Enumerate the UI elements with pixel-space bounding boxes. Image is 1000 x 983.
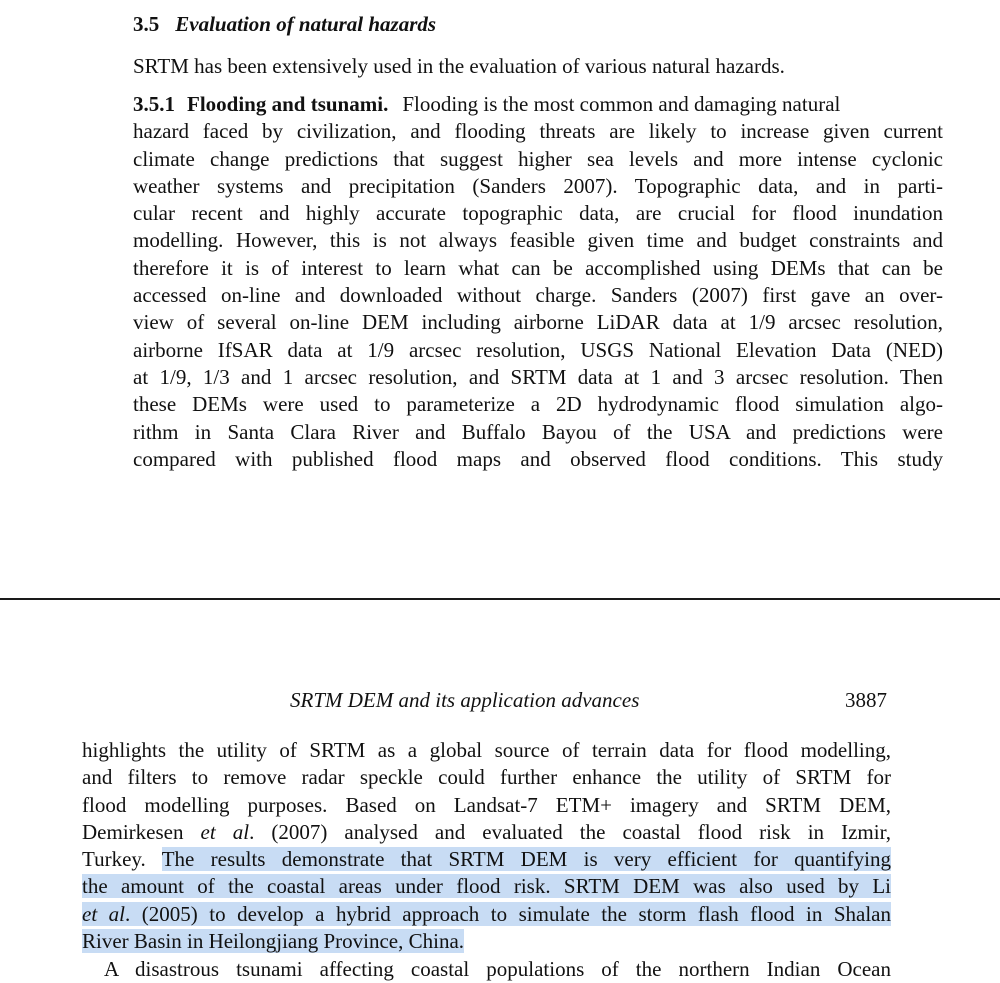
paragraph-line: Flooding is the most common and damaging natural — [402, 92, 841, 116]
text-run: . (2005) to develop a hybrid approach to simulate the storm flash flood in Shalan — [125, 901, 891, 926]
highlighted-text[interactable]: the amount of the coastal areas under flood risk. SRTM DEM was also used by Li — [82, 874, 891, 899]
et-al-italic: et al — [82, 901, 126, 926]
paragraph-line — [82, 901, 891, 928]
page-number: 3887 — [845, 688, 887, 712]
paragraph-line: modelling. However, this is not always feasible given time and budget constraints and — [133, 228, 943, 253]
paragraph-line: climate change predictions that suggest higher sea levels and more intense cyclonic — [133, 146, 943, 171]
section-number: 3.5 — [133, 12, 160, 36]
paragraph-line: flood modelling purposes. Based on Landsat-7 ETM+ imagery and SRTM DEM, — [82, 792, 891, 817]
bottom-page — [0, 600, 1000, 983]
highlighted-text[interactable] — [82, 902, 891, 926]
subsection-title: Flooding and tsunami. — [187, 92, 389, 116]
section-title: Evaluation of natural hazards — [175, 12, 437, 36]
text-run: Turkey. — [82, 847, 162, 872]
subsection-number: 3.5.1 — [133, 92, 175, 116]
text-run: Demirkesen — [82, 819, 201, 844]
paragraph-line: compared with published flood maps and observed flood conditions. This study — [133, 446, 943, 471]
tsunami-paragraph — [82, 956, 891, 983]
paragraph-line: view of several on-line DEM including airborne LiDAR data at 1/9 arcsec resolution, — [133, 310, 943, 335]
paragraph-line — [82, 928, 891, 955]
continued-paragraph — [82, 737, 891, 955]
running-header — [0, 688, 1000, 718]
paragraph-line: rithm in Santa Clara River and Buffalo Bayou of the USA and predictions were — [133, 419, 943, 444]
text-run: . (2007) analysed and evaluated the coastal flood risk in Izmir, — [249, 819, 891, 844]
paragraph-line: and filters to remove radar speckle could further enhance the utility of SRTM for — [82, 765, 891, 790]
paragraph-line: cular recent and highly accurate topographic data, are crucial for flood inundation — [133, 201, 943, 226]
highlighted-text[interactable]: River Basin in Heilongjiang Province, China. — [82, 929, 465, 954]
paragraph-line: highlights the utility of SRTM as a global source of terrain data for flood modelling, — [82, 738, 891, 762]
paragraph-line — [82, 873, 891, 900]
paragraph-line: airborne IfSAR data at 1/9 arcsec resolution, USGS National Elevation Data (NED) — [133, 337, 943, 362]
paragraph-line: at 1/9, 1/3 and 1 arcsec resolution, and SRTM data at 1 and 3 arcsec resolution. Then — [133, 364, 943, 389]
subsection-line — [133, 91, 943, 118]
paragraph-line: therefore it is of interest to learn what can be accomplished using DEMs that can be — [133, 255, 943, 280]
paragraph-line — [82, 846, 891, 873]
intro-paragraph — [133, 53, 913, 80]
paragraph-line — [82, 819, 891, 846]
paragraph-line: accessed on-line and downloaded without charge. Sanders (2007) first gave an over- — [133, 283, 943, 308]
paragraph-line: A disastrous tsunami affecting coastal populations of the northern Indian Ocean — [104, 957, 891, 981]
section-heading — [133, 10, 436, 38]
paragraph-line: these DEMs were used to parameterize a 2D hydrodynamic flood simulation algo- — [133, 392, 943, 417]
paragraph-line: hazard faced by civilization, and flooding threats are likely to increase given current — [133, 119, 943, 144]
flooding-paragraph — [133, 91, 943, 473]
running-title: SRTM DEM and its application advances — [290, 688, 640, 712]
et-al-italic: et al — [200, 819, 250, 844]
intro-line: SRTM has been extensively used in the evaluation of various natural hazards. — [133, 54, 785, 78]
paragraph-line: weather systems and precipitation (Sanders 2007). Topographic data, and in parti- — [133, 173, 943, 198]
highlighted-text[interactable]: The results demonstrate that SRTM DEM is very efficient for quantifying — [161, 847, 891, 872]
